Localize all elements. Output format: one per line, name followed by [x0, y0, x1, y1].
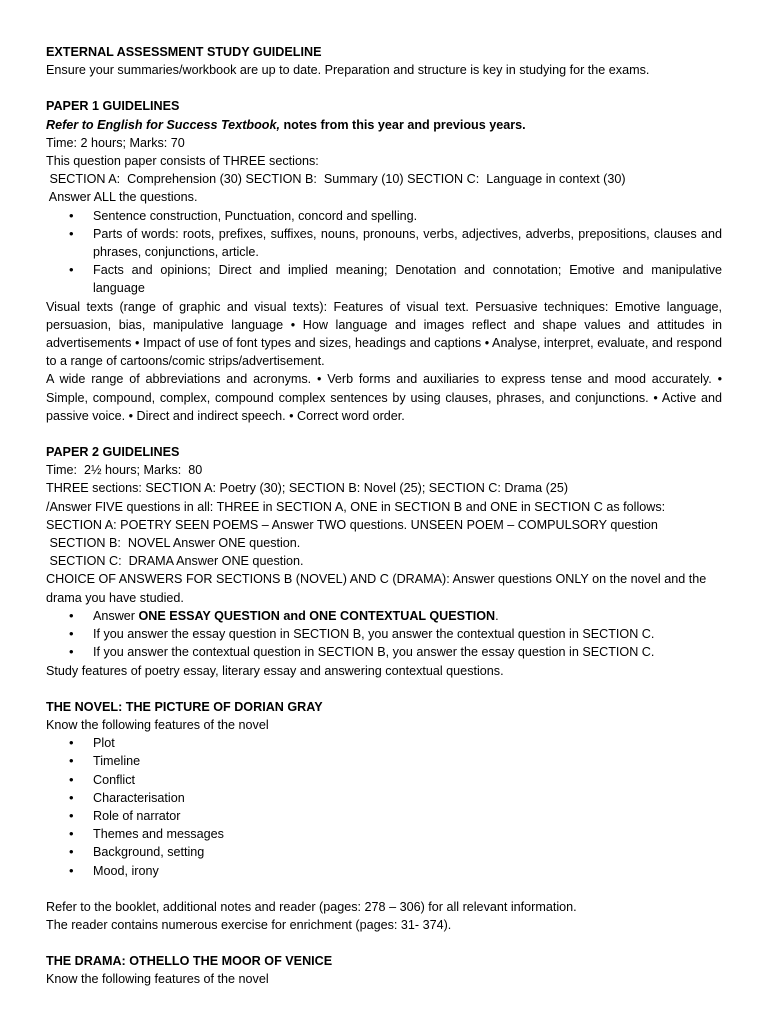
list-item: • If you answer the essay question in SECTION B, you answer the contextual question in SECTION C. — [46, 625, 722, 643]
bullet-bold: ONE ESSAY QUESTION and ONE CONTEXTUAL QUESTION — [138, 608, 496, 623]
paper1-refer-rest: notes from this year and previous years. — [279, 117, 526, 132]
intro-text: Ensure your summaries/workbook are up to date. Preparation and structure is key in studying for the exams. — [46, 63, 650, 78]
paper1-heading: PAPER 1 GUIDELINES — [46, 99, 180, 114]
paper1-consists: This question paper consists of THREE sections: — [46, 154, 319, 169]
paper1-abbreviations: A wide range of abbreviations and acronyms. • Verb forms and auxiliaries to express tense and mood accurately. • Simple, compound, complex, compound complex sentences by using clauses, phrases, and conjunctions. • Active and passive voice. • Direct and indirect speech. • Correct word order. — [46, 372, 722, 423]
paper2-time: Time: 2½ hours; Marks: 80 — [46, 463, 203, 478]
paper1-time: Time: 2 hours; Marks: 70 — [46, 135, 185, 150]
novel-feature-list — [46, 734, 722, 880]
list-item: • Themes and messages — [46, 825, 722, 843]
paper1-sections: SECTION A: Comprehension (30) SECTION B: Summary (10) SECTION C: Language in context (30) — [46, 172, 626, 187]
list-item: • Sentence construction, Punctuation, concord and spelling. — [46, 207, 722, 225]
paper2-choice: CHOICE OF ANSWERS FOR SECTIONS B (NOVEL) AND C (DRAMA): Answer questions ONLY on the novel and the drama you have studied. — [46, 572, 707, 605]
list-item: • Characterisation — [46, 789, 722, 807]
paper2-answer-five: /Answer FIVE questions in all: THREE in SECTION A, ONE in SECTION B and ONE in SECTION C as follows: — [46, 499, 666, 514]
list-item — [46, 607, 722, 625]
bullet-post: . — [495, 608, 499, 623]
paper2-section-c: SECTION C: DRAMA Answer ONE question. — [46, 554, 304, 569]
list-item: • Plot — [46, 734, 722, 752]
list-item: • Parts of words: roots, prefixes, suffixes, nouns, pronouns, verbs, adjectives, adverbs, prepositions, clauses and phrases, conjunctions, article. — [46, 225, 722, 261]
paper1-answer-all: Answer ALL the questions. — [46, 190, 198, 205]
paper2-section-b: SECTION B: NOVEL Answer ONE question. — [46, 536, 301, 551]
novel-reader: The reader contains numerous exercise for enrichment (pages: 31- 374). — [46, 917, 452, 932]
list-item: • Timeline — [46, 752, 722, 770]
paper1-refer — [46, 116, 722, 134]
paper2-three-sections: THREE sections: SECTION A: Poetry (30); SECTION B: Novel (25); SECTION C: Drama (25) — [46, 481, 569, 496]
paper2-heading: PAPER 2 GUIDELINES — [46, 445, 180, 460]
list-item: • If you answer the contextual question in SECTION B, you answer the essay question in SECTION C. — [46, 643, 722, 661]
document-title: EXTERNAL ASSESSMENT STUDY GUIDELINE — [46, 45, 322, 59]
list-item: • Background, setting — [46, 843, 722, 861]
bullet-pre: Answer — [93, 608, 139, 623]
drama-heading: THE DRAMA: OTHELLO THE MOOR OF VENICE — [46, 954, 333, 969]
list-item: • Conflict — [46, 771, 722, 789]
drama-know: Know the following features of the novel — [46, 972, 269, 987]
document-page — [46, 43, 722, 989]
list-item: • Facts and opinions; Direct and implied meaning; Denotation and connotation; Emotive and manipulative language — [46, 261, 722, 297]
novel-know: Know the following features of the novel — [46, 717, 269, 732]
paper1-visual-texts: Visual texts (range of graphic and visual texts): Features of visual text. Persuasive techniques: Emotive language, persuasion, bias, manipulative language • How language and images reflect and shape values and attitudes in advertisements • Impact of use of font types and sizes, headings and captions • Analyse, interpret, evaluate, and respond to a range of cartoons/comic strips/advertisement. — [46, 299, 722, 369]
paper1-refer-italic: Refer to English for Success Textbook, — [46, 117, 280, 132]
novel-heading: THE NOVEL: THE PICTURE OF DORIAN GRAY — [46, 699, 323, 714]
paper2-bullet-list — [46, 607, 722, 662]
paper2-study: Study features of poetry essay, literary essay and answering contextual questions. — [46, 663, 504, 678]
paper2-section-a: SECTION A: POETRY SEEN POEMS – Answer TWO questions. UNSEEN POEM – COMPULSORY question — [46, 517, 658, 532]
paper1-bullet-list — [46, 207, 722, 298]
list-item: • Mood, irony — [46, 862, 722, 880]
novel-refer: Refer to the booklet, additional notes and reader (pages: 278 – 306) for all relevant information. — [46, 899, 577, 914]
list-item: • Role of narrator — [46, 807, 722, 825]
